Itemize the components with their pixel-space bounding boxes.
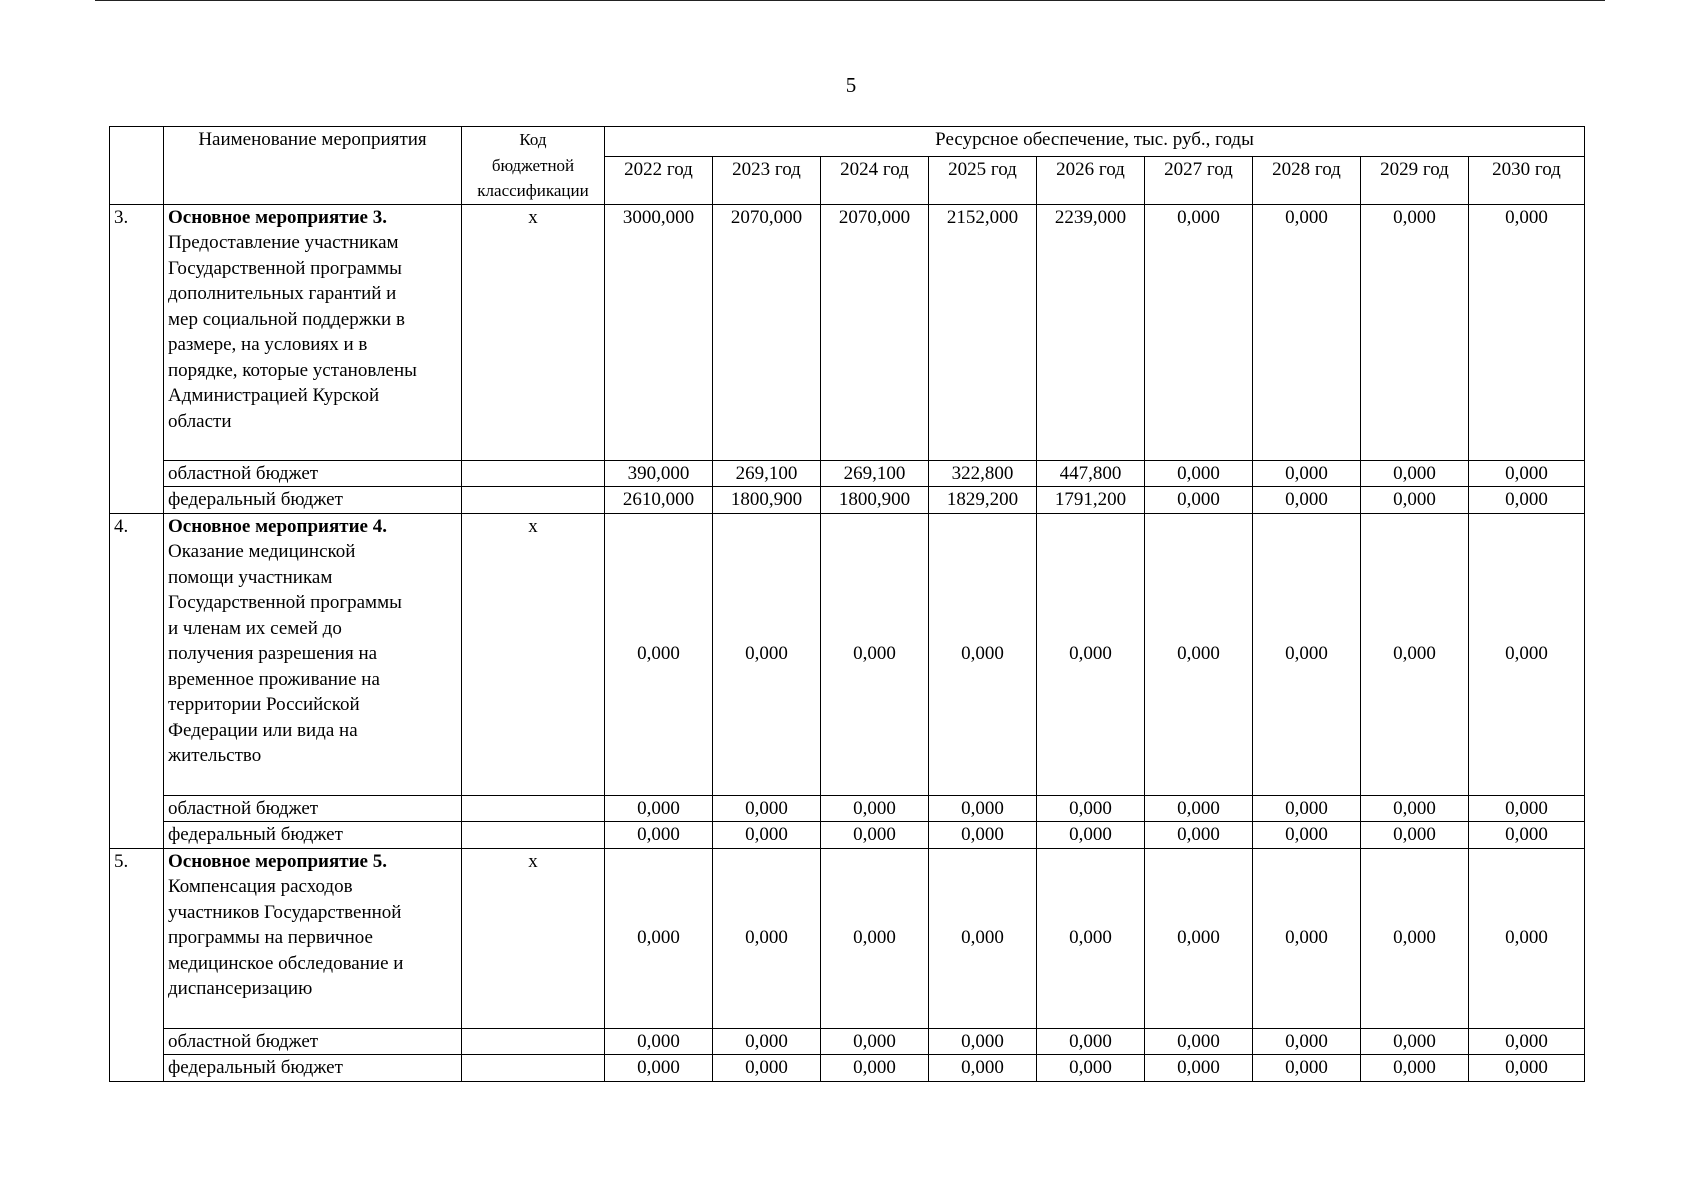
event-code: х [462,848,605,1028]
source-value: 0,000 [1037,1028,1145,1055]
source-value: 1800,900 [821,487,929,514]
event-text-line: Оказание медицинской [168,541,356,562]
source-value: 2610,000 [605,487,713,514]
source-code [462,795,605,822]
source-code [462,1028,605,1055]
source-value: 322,800 [929,460,1037,487]
source-label: областной бюджет [164,795,462,822]
event-value-2022: 0,000 [605,513,713,795]
header-year-2024: 2024 год [821,157,929,204]
event-value-2030: 0,000 [1469,204,1585,460]
event-value-2022: 3000,000 [605,204,713,460]
source-label: федеральный бюджет [164,1055,462,1082]
source-value: 0,000 [1253,795,1361,822]
event-title: Основное мероприятие 3. [168,206,387,228]
source-value: 0,000 [1037,795,1145,822]
source-row [110,822,1585,849]
event-text-line: помощи участникам [168,566,333,588]
header-row-1 [110,127,1585,157]
event-value-2028: 0,000 [1253,204,1361,460]
event-text-line: порядке, которые установлены [168,359,417,381]
event-value-2030: 0,000 [1469,513,1585,795]
header-code-line: Код [519,130,547,149]
budget-table [109,126,1585,1082]
event-value-2029: 0,000 [1361,513,1469,795]
source-value: 0,000 [1469,487,1585,514]
source-row [110,795,1585,822]
source-value: 0,000 [1037,822,1145,849]
source-value: 0,000 [1361,1028,1469,1055]
event-text-line: территории Российской [168,694,360,715]
source-value: 0,000 [713,1028,821,1055]
source-value: 0,000 [1145,822,1253,849]
source-value: 0,000 [1145,487,1253,514]
event-text-line: Предоставление участникам [168,232,399,253]
source-value: 269,100 [821,460,929,487]
event-value-2022: 0,000 [605,848,713,1028]
event-text-line: медицинское обследование и [168,952,404,974]
event-value-2029: 0,000 [1361,204,1469,460]
event-value-2026: 2239,000 [1037,204,1145,460]
source-value: 1829,200 [929,487,1037,514]
source-value: 0,000 [1253,460,1361,487]
header-resource: Ресурсное обеспечение, тыс. руб., годы [605,127,1585,157]
page-number: 5 [845,73,857,97]
event-value-2024: 0,000 [821,513,929,795]
source-value: 0,000 [713,795,821,822]
source-value: 0,000 [713,822,821,849]
event-value-2025: 0,000 [929,513,1037,795]
event-value-2028: 0,000 [1253,513,1361,795]
header-event-name: Наименование мероприятия [164,127,462,205]
event-value-2030: 0,000 [1469,848,1585,1028]
header-num-cell [110,127,164,205]
event-text-line: получения разрешения на [168,643,378,664]
source-value: 447,800 [1037,460,1145,487]
source-code [462,1055,605,1082]
source-code [462,822,605,849]
source-value: 0,000 [1469,795,1585,822]
event-value-2028: 0,000 [1253,848,1361,1028]
source-value: 0,000 [929,795,1037,822]
header-year-2027: 2027 год [1145,157,1253,204]
event-number: 4. [110,513,164,848]
source-label: областной бюджет [164,1028,462,1055]
event-title: Основное мероприятие 4. [168,515,387,537]
event-text-line: Компенсация расходов [168,876,353,897]
event-text-line: и членам их семей до [168,617,342,639]
event-name [164,848,462,1028]
source-value: 0,000 [1253,487,1361,514]
header-year-2030: 2030 год [1469,157,1585,204]
source-value: 269,100 [713,460,821,487]
source-value: 390,000 [605,460,713,487]
event-value-2025: 2152,000 [929,204,1037,460]
header-year-2023: 2023 год [713,157,821,204]
event-text-line: области [168,410,232,432]
header-code-line: классификации [477,181,589,200]
source-value: 0,000 [929,1028,1037,1055]
event-code: х [462,204,605,460]
source-row [110,1028,1585,1055]
header-year-2022: 2022 год [605,157,713,204]
event-value-2027: 0,000 [1145,204,1253,460]
source-value: 0,000 [605,795,713,822]
event-text-line: диспансеризацию [168,978,313,999]
source-value: 0,000 [821,822,929,849]
event-value-2029: 0,000 [1361,848,1469,1028]
source-code [462,460,605,487]
source-value: 0,000 [929,822,1037,849]
header-budget-code [462,127,605,205]
source-value: 0,000 [1253,822,1361,849]
source-value: 0,000 [1361,795,1469,822]
event-text-line: дополнительных гарантий и [168,283,397,304]
event-value-2023: 0,000 [713,513,821,795]
source-value: 0,000 [1469,822,1585,849]
source-value: 0,000 [1469,1055,1585,1082]
event-value-2026: 0,000 [1037,848,1145,1028]
event-text-line: Государственной программы [168,257,402,279]
event-text-line: временное проживание на [168,668,380,690]
event-text-line: жительство [168,745,262,766]
source-value: 0,000 [605,1028,713,1055]
source-label: федеральный бюджет [164,822,462,849]
event-value-2026: 0,000 [1037,513,1145,795]
source-value: 0,000 [1469,460,1585,487]
source-code [462,487,605,514]
event-code: х [462,513,605,795]
event-row [110,848,1585,1028]
event-value-2027: 0,000 [1145,848,1253,1028]
event-row [110,204,1585,460]
header-year-2028: 2028 год [1253,157,1361,204]
source-value: 0,000 [1361,1055,1469,1082]
source-value: 0,000 [1361,822,1469,849]
source-row [110,460,1585,487]
source-value: 0,000 [713,1055,821,1082]
event-name [164,204,462,460]
source-row [110,1055,1585,1082]
source-value: 0,000 [1145,795,1253,822]
source-row [110,487,1585,514]
source-value: 0,000 [605,1055,713,1082]
event-text-line: Администрацией Курской [168,385,380,406]
source-label: областной бюджет [164,460,462,487]
event-value-2023: 0,000 [713,848,821,1028]
source-value: 0,000 [821,1055,929,1082]
event-name [164,513,462,795]
event-text-line: размере, на условиях и в [168,334,368,355]
source-value: 0,000 [821,795,929,822]
source-value: 0,000 [1145,460,1253,487]
source-value: 1800,900 [713,487,821,514]
source-value: 0,000 [1145,1028,1253,1055]
top-border-line [95,0,1605,1]
event-value-2023: 2070,000 [713,204,821,460]
source-value: 0,000 [605,822,713,849]
header-year-2025: 2025 год [929,157,1037,204]
event-text-line: программы на первичное [168,927,373,948]
source-value: 0,000 [1145,1055,1253,1082]
source-value: 1791,200 [1037,487,1145,514]
source-value: 0,000 [1469,1028,1585,1055]
source-value: 0,000 [1361,487,1469,514]
event-number: 5. [110,848,164,1081]
source-value: 0,000 [929,1055,1037,1082]
header-year-2029: 2029 год [1361,157,1469,204]
event-text-line: участников Государственной [168,901,402,923]
source-label: федеральный бюджет [164,487,462,514]
source-value: 0,000 [1037,1055,1145,1082]
header-year-2026: 2026 год [1037,157,1145,204]
event-text-line: Государственной программы [168,592,402,613]
source-value: 0,000 [1253,1028,1361,1055]
source-value: 0,000 [1361,460,1469,487]
event-title: Основное мероприятие 5. [168,850,387,872]
event-value-2025: 0,000 [929,848,1037,1028]
event-row [110,513,1585,795]
event-text-line: Федерации или вида на [168,719,358,741]
event-value-2024: 0,000 [821,848,929,1028]
event-value-2024: 2070,000 [821,204,929,460]
event-text-line: мер социальной поддержки в [168,308,405,330]
header-code-line: бюджетной [491,155,575,175]
source-value: 0,000 [1253,1055,1361,1082]
event-number: 3. [110,204,164,513]
source-value: 0,000 [821,1028,929,1055]
event-value-2027: 0,000 [1145,513,1253,795]
